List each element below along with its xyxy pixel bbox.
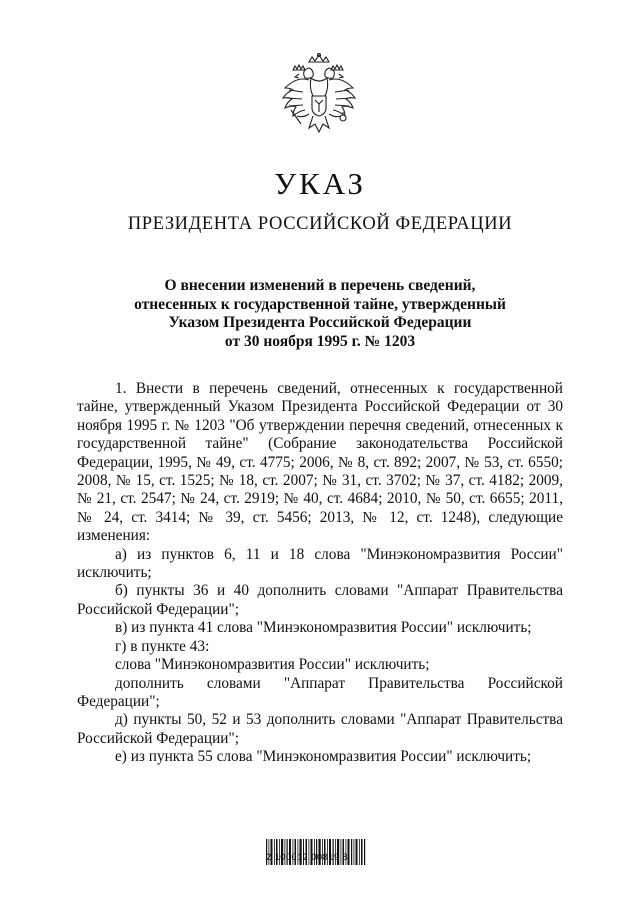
body-paragraph: б) пункты 36 и 40 дополнить словами "Аппарат Правительства Российской Федерации"; [77, 582, 563, 618]
heading-line: Указом Президента Российской Федерации [168, 314, 472, 331]
document-subtitle: ПРЕЗИДЕНТА РОССИЙСКОЙ ФЕДЕРАЦИИ [127, 214, 513, 234]
barcode-number: 2 100012 00819 8 [266, 852, 349, 862]
body-paragraph: а) из пунктов 6, 11 и 18 слова "Минэкономразвития России" исключить; [77, 545, 563, 582]
heading-line: от 30 ноября 1995 г. № 1203 [224, 332, 416, 350]
body-paragraph: е) из пункта 55 слова "Минэкономразвития России" исключить; [115, 748, 532, 766]
heading-line: отнесенных к государственной тайне, утвержденный [134, 295, 506, 313]
decree-body [77, 380, 563, 767]
decree-heading [60, 277, 580, 351]
body-paragraph: дополнить словами "Аппарат Правительства Российской Федерации"; [77, 674, 563, 710]
document-title: УКАЗ [274, 166, 366, 201]
heading-line: О внесении изменений в перечень сведений, [164, 277, 476, 294]
body-paragraph: г) в пункте 43: [115, 637, 210, 655]
body-paragraph: 1. Внести в перечень сведений, отнесенных к государственной тайне, утвержденный Указом Президента Российской Федерации от 30 ноября 1995 г. № 1203 "Об утверждении перечня сведений, отнесенных к государственной тайне" (Собрание законодательства Российской Федерации, 1995, № 49, ст. 4775; 2006, № 8, ст. 892; 2007, № 53, ст. 6550; 2008, № 15, ст. 1525; № 18, ст. 2007; № 31, ст. 3702; № 37, ст. 4182; 2009, № 21, ст. 2547; № 24, ст. 2919; № 40, ст. 4684; 2010, № 50, ст. 6655; 2011, № 24, ст. 3414; № 39, ст. 5456; 2013, № 12, ст. 1248), следующие изменения: [77, 380, 563, 545]
body-paragraph: д) пункты 50, 52 и 53 дополнить словами "Аппарат Правительства Российской Федерации"; [77, 711, 563, 747]
body-paragraph: в) из пункта 41 слова "Минэкономразвития России" исключить; [115, 619, 532, 637]
body-paragraph: слова "Минэкономразвития России" исключить; [115, 656, 430, 674]
coat-of-arms-icon [279, 52, 359, 140]
